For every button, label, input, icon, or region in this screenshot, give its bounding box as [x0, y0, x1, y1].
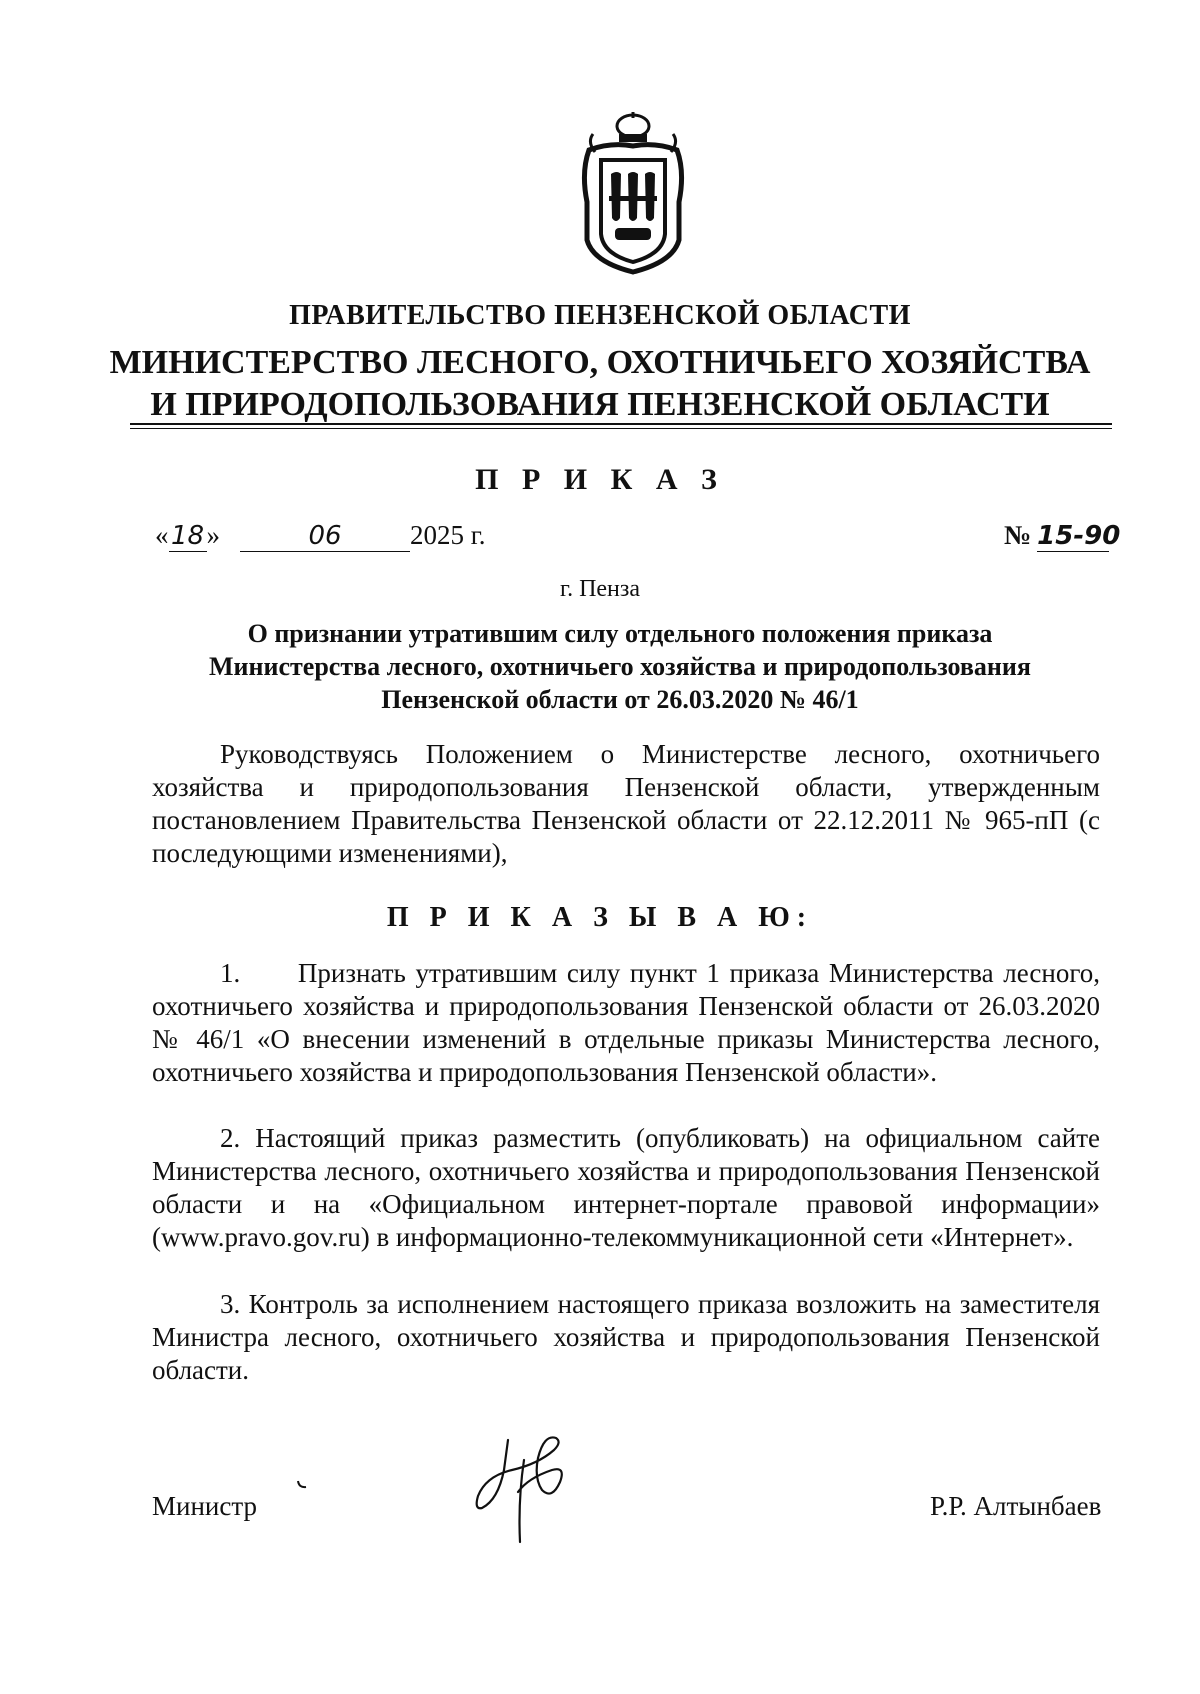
coat-of-arms-icon — [575, 112, 691, 276]
date-open-quote: « — [155, 520, 169, 550]
subject-line1: О признании утратившим силу отдельного положения приказа — [247, 619, 993, 648]
number-value: 15-90 — [1037, 521, 1121, 551]
date-day: 18 — [169, 521, 207, 552]
order-item-3: 3. Контроль за исполнением настоящего приказа возложить на заместителя Министра лесного, охотничьего хозяйства и природопользования Пензенской области. — [152, 1289, 1100, 1385]
decree-heading: П Р И К А З Ы В А Ю: — [386, 902, 814, 933]
date-year: 2025 г. — [410, 520, 486, 550]
document-city: г. Пенза — [559, 576, 641, 602]
number-prefix: № — [1004, 520, 1032, 550]
signer-position: Министр — [152, 1491, 257, 1521]
subject-line2: Министерства лесного, охотничьего хозяйства и природопользования — [209, 652, 1031, 681]
ministry-title-line1: МИНИСТЕРСТВО ЛЕСНОГО, ОХОТНИЧЬЕГО ХОЗЯЙСТВА — [109, 344, 1091, 381]
government-title: ПРАВИТЕЛЬСТВО ПЕНЗЕНСКОЙ ОБЛАСТИ — [289, 300, 911, 331]
subject-line3: Пензенской области от 26.03.2020 № 46/1 — [381, 685, 859, 714]
ministry-title-line2: И ПРИРОДОПОЛЬЗОВАНИЯ ПЕНЗЕНСКОЙ ОБЛАСТИ — [150, 386, 1050, 423]
document-subject — [150, 617, 1090, 716]
header-rule-thin — [130, 428, 1112, 429]
ministry-title — [0, 342, 1200, 426]
document-type: П Р И К А З — [475, 463, 725, 496]
intro-paragraph: Руководствуясь Положением о Министерстве лесного, охотничьего хозяйства и природопользования Пензенской области, утвержденным постановлением Правительства Пензенской области от 22.12.2011 № 965-пП (с последующими изменениями), — [152, 739, 1100, 868]
handwritten-signature-icon — [468, 1430, 568, 1550]
order-item-1: 1. Признать утратившим силу пункт 1 приказа Министерства лесного, охотничьего хозяйства и природопользования Пензенской области от 26.03.2020 № 46/1 «О внесении изменений в отдельные приказы Министерства лесного, охотничьего хозяйства и природопользования Пензенской области». — [152, 958, 1100, 1087]
date-month: 06 — [240, 521, 410, 552]
date-close-quote: » — [206, 520, 220, 550]
document-number — [1004, 520, 1121, 552]
order-item-2: 2. Настоящий приказ разместить (опубликовать) на официальном сайте Министерства лесного, охотничьего хозяйства и природопользования Пензенской области и на «Официальном интернет-портале правовой информации» (www.pravo.gov.ru) в информационно-телекоммуникационной сети «Интернет». — [152, 1123, 1100, 1252]
signer-name: Р.Р. Алтынбаев — [930, 1491, 1102, 1521]
pen-mark-icon — [296, 1479, 308, 1491]
document-date — [155, 520, 486, 552]
header-rule — [130, 423, 1112, 425]
